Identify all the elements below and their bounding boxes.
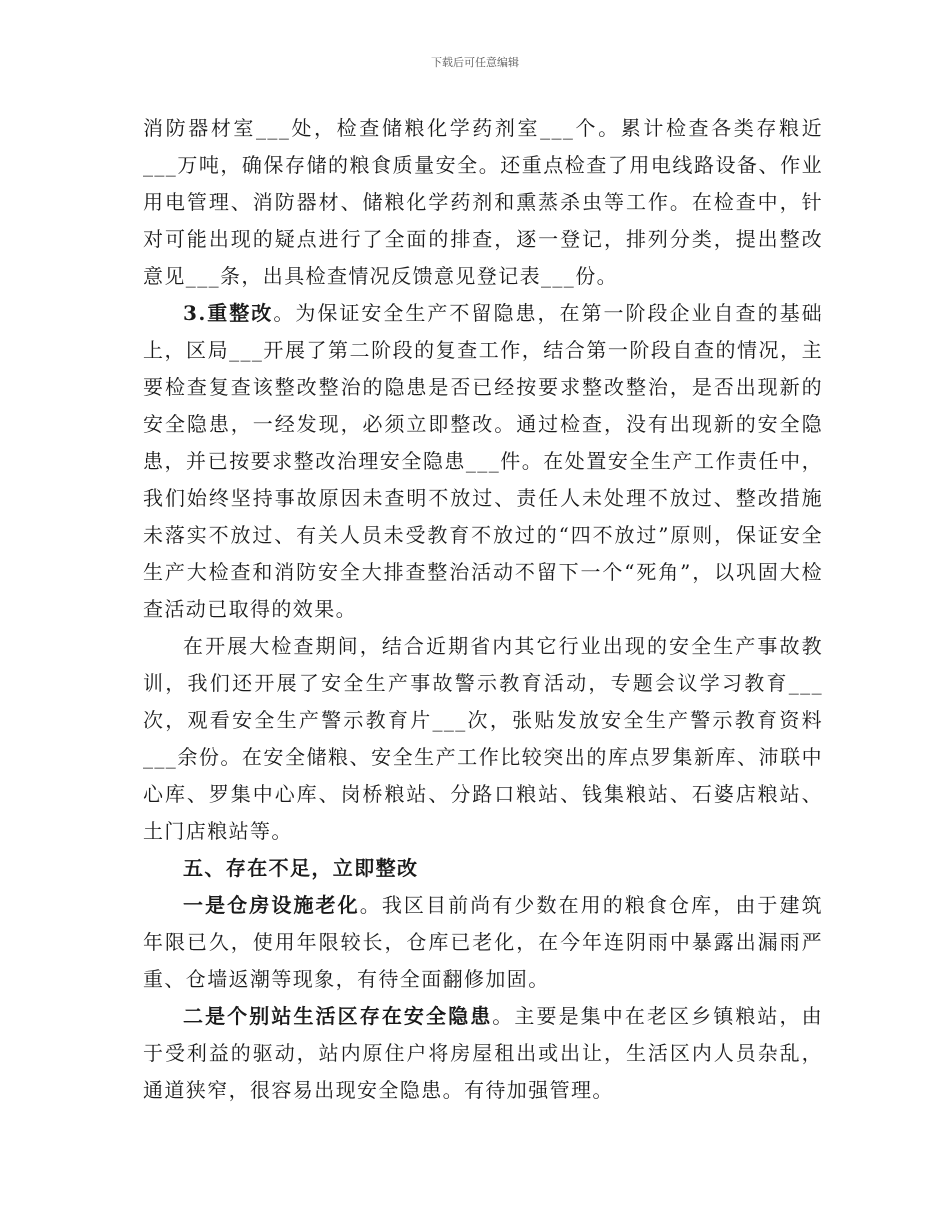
page-header: 下载后可任意编辑 xyxy=(431,56,519,69)
paragraph-text: 在开展大检查期间，结合近期省内其它行业出现的安全生产事故教训，我们还开展了安全生产事故警示教育活动，专题会议学习教育___次，观看安全生产警示教育片___次，张贴发放安全生产警示教育资料___余份。在安全储粮、安全生产工作比较突出的库点罗集新库、沛联中心库、罗集中心库、岗桥粮站、分路口粮站、钱集粮站、石婆店粮站、土门店粮站等。 xyxy=(143,634,823,843)
paragraph-lead: 二是个别站生活区存在安全隐患 xyxy=(183,1004,493,1028)
document-body xyxy=(143,110,823,1109)
paragraph-warning-education xyxy=(143,628,823,850)
paragraph-text: 。为保证安全生产不留隐患，在第一阶段企业自查的基础上，区局___开展了第二阶段的复查工作，结合第一阶段自查的情况，主要检查复查该整改整治的隐患是否已经按要求整改整治，是否出现新的安全隐患，一经发现，必须立即整改。通过检查，没有出现新的安全隐患，并已按要求整改治理安全隐患___件。在处置安全生产工作责任中，我们始终坚持事故原因未查明不放过、责任人未处理不放过、整改措施未落实不放过、有关人员未受教育不放过的“四不放过”原则，保证安全生产大检查和消防安全大排查整治活动不留下一个“死角”，以巩固大检查活动已取得的效果。 xyxy=(143,301,823,621)
paragraph-lead: 3.重整改 xyxy=(183,301,274,325)
paragraph-lead: 一是仓房设施老化 xyxy=(183,893,360,917)
paragraph-living-area-hazards xyxy=(143,998,823,1109)
paragraph-rectification xyxy=(143,295,823,628)
paragraph-text: 。我区目前尚有少数在用的粮食仓库，由于建筑年限已久，使用年限较长，仓库已老化，在今年连阴雨中暴露出漏雨严重、仓墙返潮等现象，有待全面翻修加固。 xyxy=(143,893,823,991)
paragraph-text: 消防器材室___处，检查储粮化学药剂室___个。累计检查各类存粮近___万吨，确保存储的粮食质量安全。还重点检查了用电线路设备、作业用电管理、消防器材、储粮化学药剂和熏蒸杀虫等工作。在检查中，针对可能出现的疑点进行了全面的排查，逐一登记，排列分类，提出整改意见___条，出具检查情况反馈意见登记表___份。 xyxy=(143,116,823,288)
section-heading-text: 五、存在不足，立即整改 xyxy=(183,856,419,880)
section-heading-shortcomings xyxy=(143,850,823,887)
paragraph-inspection-summary xyxy=(143,110,823,295)
paragraph-text: 。主要是集中在老区乡镇粮站，由于受利益的驱动，站内原住户将房屋租出或出让，生活区内人员杂乱，通道狭窄，很容易出现安全隐患。有待加强管理。 xyxy=(143,1004,823,1102)
paragraph-aging-facilities xyxy=(143,887,823,998)
